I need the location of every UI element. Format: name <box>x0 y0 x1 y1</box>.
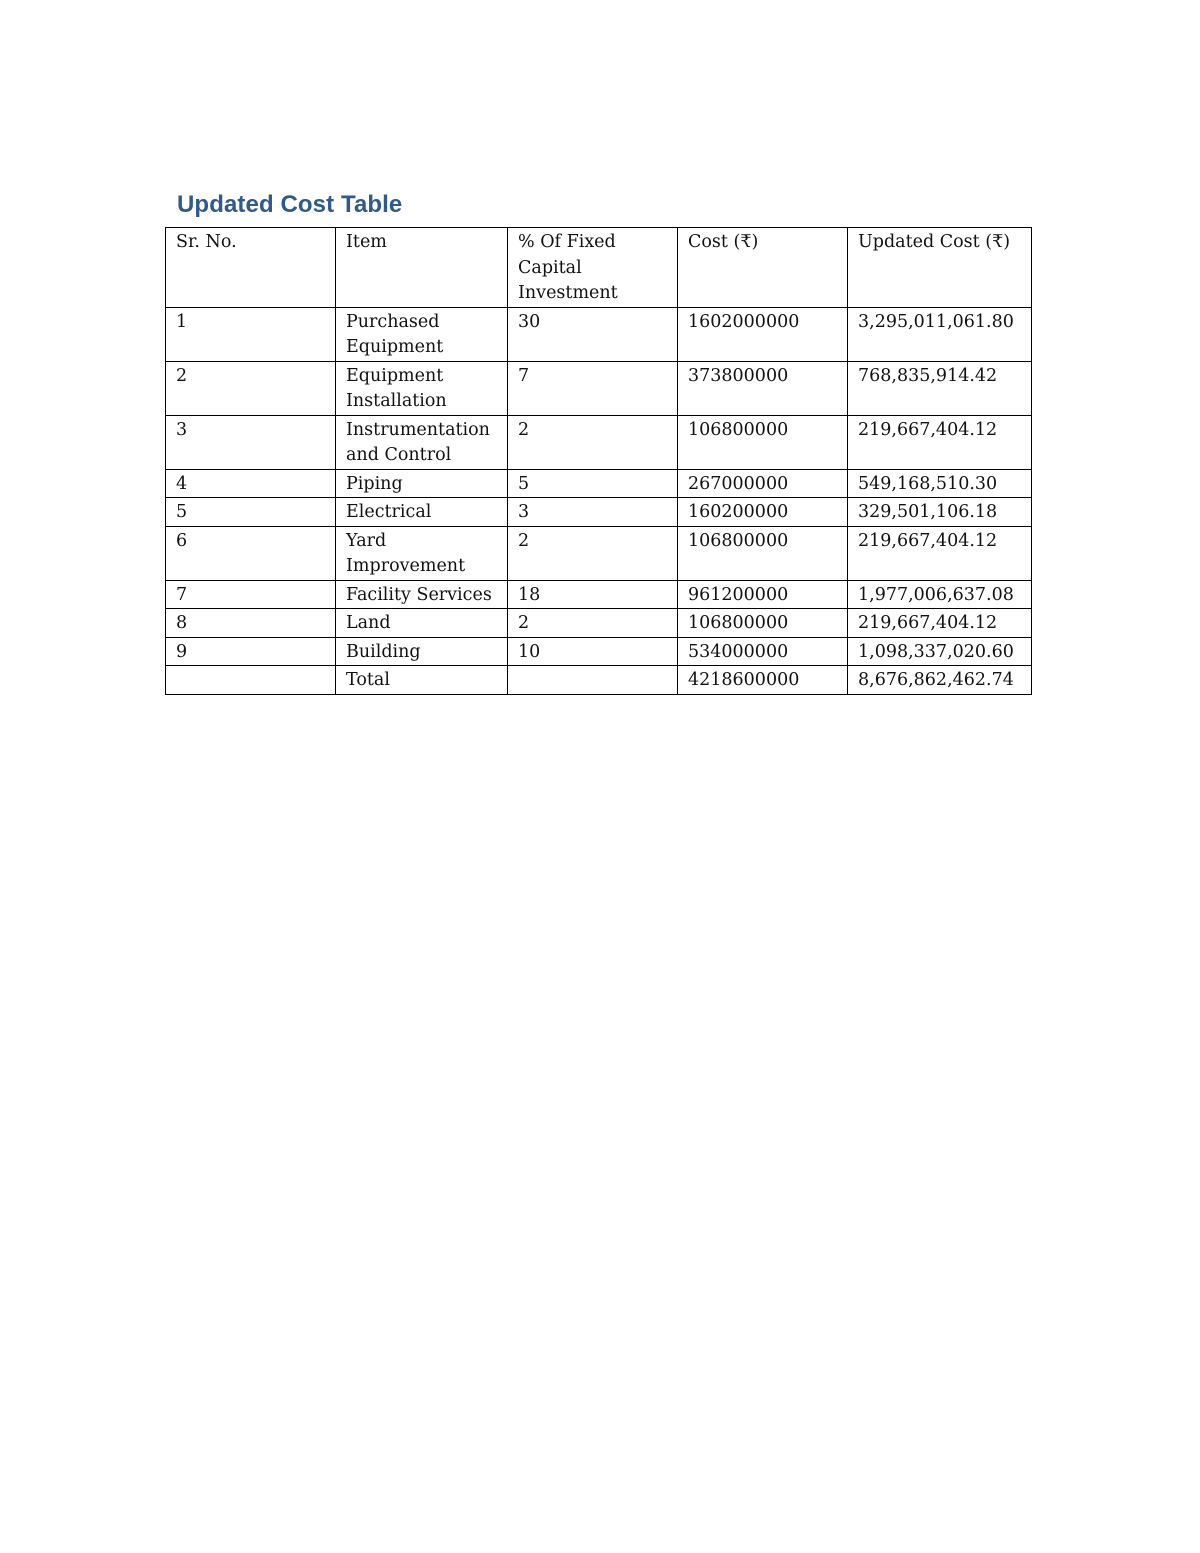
cell-cost: 106800000 <box>678 526 848 580</box>
cell-sr-no: 8 <box>166 609 336 638</box>
cell-percent: 3 <box>508 498 678 527</box>
cell-item <box>336 307 508 361</box>
table-row <box>166 361 1032 415</box>
cell-cost: 961200000 <box>678 580 848 609</box>
cost-table <box>165 227 1032 695</box>
cell-cost: 106800000 <box>678 415 848 469</box>
cell-item-line2: Equipment <box>346 337 444 357</box>
table-row <box>166 498 1032 527</box>
cell-sr-no: 7 <box>166 580 336 609</box>
cell-item-line1: Equipment <box>346 365 444 386</box>
cell-item-line2: and Control <box>346 445 452 465</box>
cell-cost: 160200000 <box>678 498 848 527</box>
cell-sr-no: 5 <box>166 498 336 527</box>
cell-cost: 267000000 <box>678 469 848 498</box>
cell-item: Electrical <box>336 498 508 527</box>
cell-cost: 106800000 <box>678 609 848 638</box>
cell-sr-no: 6 <box>166 526 336 580</box>
cell-cost: 1602000000 <box>678 307 848 361</box>
cell-updated-cost: 1,977,006,637.08 <box>848 580 1032 609</box>
header-percent-line3: Investment <box>518 283 618 303</box>
cell-updated-cost: 1,098,337,020.60 <box>848 637 1032 666</box>
cell-percent: 10 <box>508 637 678 666</box>
cell-item-line2: Improvement <box>346 556 466 576</box>
header-item: Item <box>336 228 508 308</box>
cell-updated-cost: 219,667,404.12 <box>848 415 1032 469</box>
table-row <box>166 609 1032 638</box>
header-updated-cost: Updated Cost (₹) <box>848 228 1032 308</box>
cell-sr-no: 3 <box>166 415 336 469</box>
table-row <box>166 580 1032 609</box>
header-percent <box>508 228 678 308</box>
header-sr-no: Sr. No. <box>166 228 336 308</box>
cell-item-line1: Yard <box>346 530 387 551</box>
cell-item <box>336 526 508 580</box>
cell-sr-no: 4 <box>166 469 336 498</box>
table-row <box>166 526 1032 580</box>
cell-item: Land <box>336 609 508 638</box>
cell-percent: 18 <box>508 580 678 609</box>
cell-item <box>336 361 508 415</box>
cell-item: Facility Services <box>336 580 508 609</box>
table-row <box>166 469 1032 498</box>
cell-percent: 7 <box>508 361 678 415</box>
header-percent-line1: % Of Fixed <box>518 232 616 252</box>
total-sr-no <box>166 666 336 695</box>
page-title: Updated Cost Table <box>177 191 403 218</box>
table-header-row <box>166 228 1032 308</box>
cell-percent: 2 <box>508 609 678 638</box>
total-percent <box>508 666 678 695</box>
cell-updated-cost: 219,667,404.12 <box>848 526 1032 580</box>
cell-percent: 30 <box>508 307 678 361</box>
header-percent-line2: Capital <box>518 257 582 278</box>
cell-item: Piping <box>336 469 508 498</box>
total-cost: 4218600000 <box>678 666 848 695</box>
header-cost: Cost (₹) <box>678 228 848 308</box>
cell-cost: 373800000 <box>678 361 848 415</box>
cell-updated-cost: 329,501,106.18 <box>848 498 1032 527</box>
table-row <box>166 637 1032 666</box>
cell-item-line1: Instrumentation <box>346 419 490 440</box>
cell-sr-no: 9 <box>166 637 336 666</box>
cell-sr-no: 2 <box>166 361 336 415</box>
total-label: Total <box>336 666 508 695</box>
cell-updated-cost: 768,835,914.42 <box>848 361 1032 415</box>
table-row <box>166 307 1032 361</box>
cell-item-line2: Installation <box>346 391 447 411</box>
cell-cost: 534000000 <box>678 637 848 666</box>
table-total-row <box>166 666 1032 695</box>
cell-item-line1: Purchased <box>346 311 440 332</box>
cell-updated-cost: 219,667,404.12 <box>848 609 1032 638</box>
cell-updated-cost: 3,295,011,061.80 <box>848 307 1032 361</box>
total-updated-cost: 8,676,862,462.74 <box>848 666 1032 695</box>
cell-percent: 2 <box>508 526 678 580</box>
cell-percent: 5 <box>508 469 678 498</box>
cell-item: Building <box>336 637 508 666</box>
cell-item <box>336 415 508 469</box>
cell-percent: 2 <box>508 415 678 469</box>
cell-sr-no: 1 <box>166 307 336 361</box>
table-row <box>166 415 1032 469</box>
cell-updated-cost: 549,168,510.30 <box>848 469 1032 498</box>
